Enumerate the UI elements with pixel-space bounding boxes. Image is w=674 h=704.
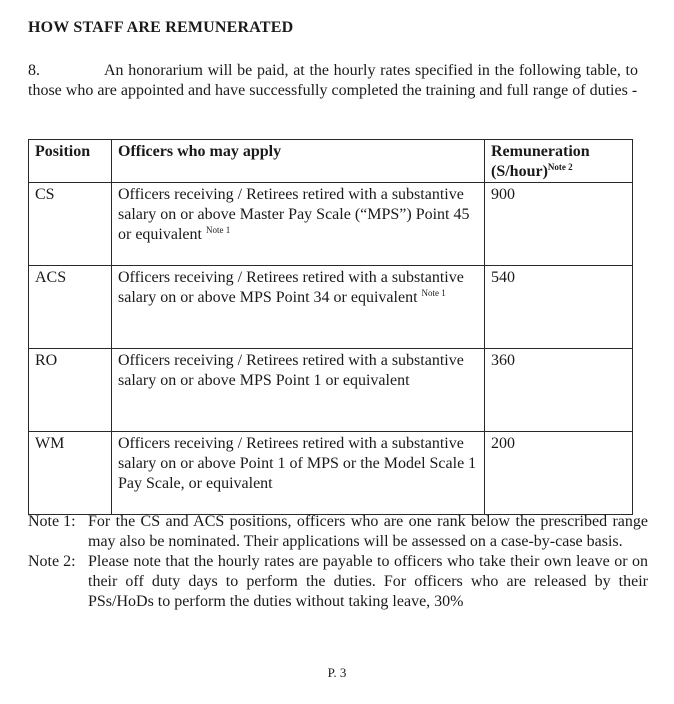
header-remuneration (485, 140, 633, 183)
officers-text: Officers receiving / Retirees retired with a substantive salary on or above Master Pay Scale (“MPS”) Point 45 or equivalent (118, 186, 470, 243)
footnotes (28, 512, 648, 612)
cell-rate: 360 (485, 349, 633, 432)
paragraph-number: 8. (28, 62, 40, 79)
cell-officers (112, 432, 485, 515)
note-2 (28, 552, 648, 612)
page-number: P. 3 (327, 665, 347, 680)
header-remuneration-note: Note 2 (547, 162, 573, 172)
cell-rate: 540 (485, 266, 633, 349)
cell-rate: 200 (485, 432, 633, 515)
header-position: Position (29, 140, 112, 183)
paragraph-8 (28, 61, 638, 101)
table-row (29, 349, 633, 432)
cell-position: WM (29, 432, 112, 515)
cell-officers (112, 266, 485, 349)
officers-text: Officers receiving / Retirees retired with a substantive salary on or above MPS Point 1 or equivalent (118, 352, 464, 389)
header-remuneration-label: Remuneration (S/hour) (491, 143, 590, 180)
cell-officers (112, 183, 485, 266)
cell-position: ACS (29, 266, 112, 349)
table-row (29, 266, 633, 349)
officers-note: Note 1 (421, 288, 446, 298)
officers-note: Note 1 (205, 225, 231, 235)
section-heading: HOW STAFF ARE REMUNERATED (28, 19, 294, 36)
cell-position: CS (29, 183, 112, 266)
officers-text: Officers receiving / Retirees retired with a substantive salary on or above MPS Point 34 or equivalent (118, 269, 464, 306)
table-row (29, 432, 633, 515)
header-officers: Officers who may apply (112, 140, 485, 183)
note-label: Note 2: (28, 553, 76, 570)
cell-rate: 900 (485, 183, 633, 266)
note-label: Note 1: (28, 513, 76, 530)
note-text: For the CS and ACS positions, officers who are one rank below the prescribed range may also be nominated. Their applications will be assessed on a case-by-case basis. (88, 513, 648, 550)
table-header-row (29, 140, 633, 183)
cell-position: RO (29, 349, 112, 432)
cell-officers (112, 349, 485, 432)
officers-text: Officers receiving / Retirees retired with a substantive salary on or above Point 1 of MPS or the Model Scale 1 Pay Scale, or equivalent (118, 435, 477, 492)
remuneration-table (28, 139, 633, 515)
note-text: Please note that the hourly rates are payable to officers who take their own leave or on their off duty days to perform the duties. For officers who are released by their PSs/HoDs to perform the duties without taking leave, 30% (88, 553, 648, 610)
table-row (29, 183, 633, 266)
note-1 (28, 512, 648, 552)
paragraph-text: An honorarium will be paid, at the hourly rates specified in the following table, to those who are appointed and have successfully completed the training and full range of duties - (28, 62, 638, 99)
